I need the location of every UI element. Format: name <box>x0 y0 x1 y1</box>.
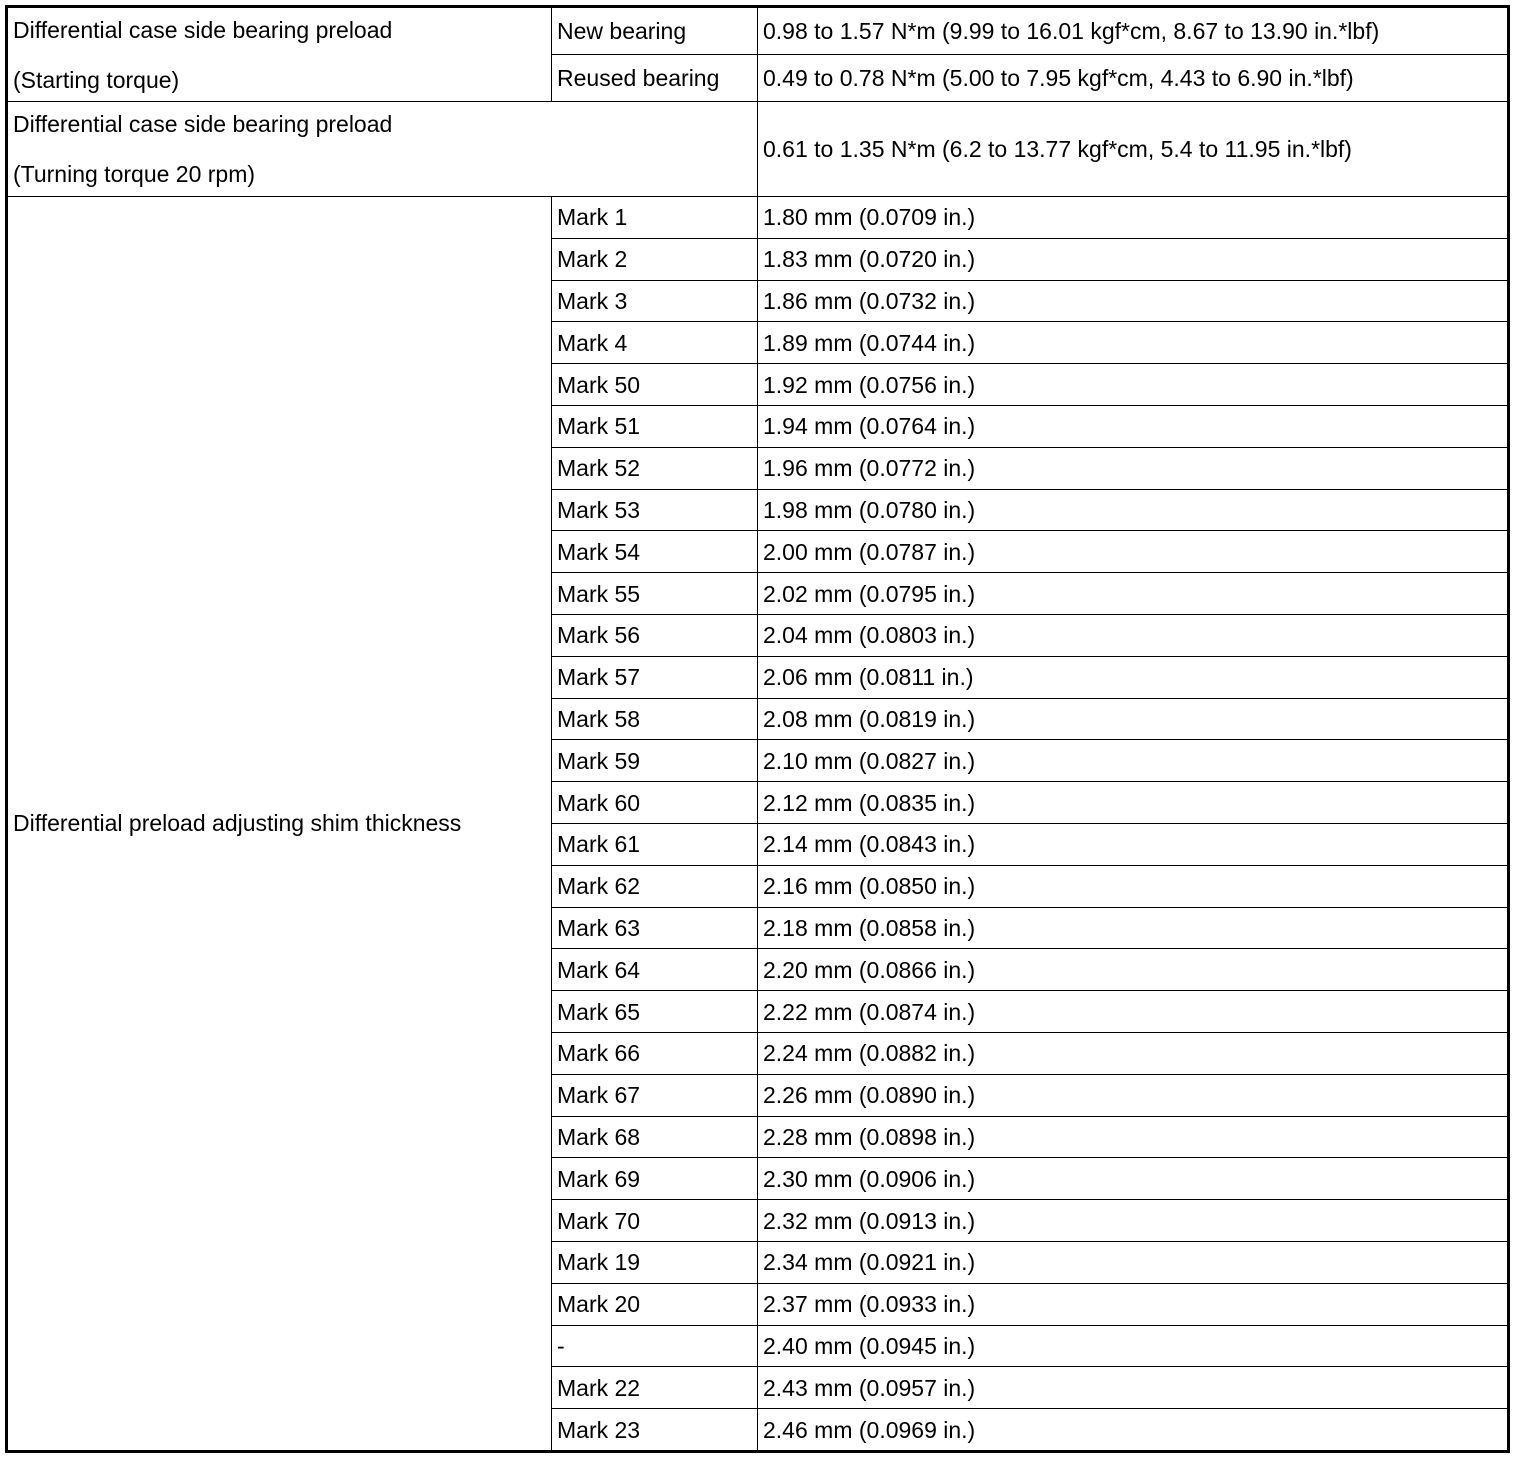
shim-thickness-cell: 2.18 mm (0.0858 in.) <box>758 907 1509 949</box>
shim-thickness-label-cell: Differential preload adjusting shim thickness <box>7 197 552 1452</box>
shim-mark-cell: Mark 61 <box>552 823 758 865</box>
shim-thickness-cell: 2.34 mm (0.0921 in.) <box>758 1241 1509 1283</box>
shim-mark-cell: - <box>552 1325 758 1367</box>
starting-torque-label-line1: Differential case side bearing preload <box>13 16 393 43</box>
shim-mark-cell: Mark 59 <box>552 740 758 782</box>
shim-thickness-cell: 2.26 mm (0.0890 in.) <box>758 1074 1509 1116</box>
shim-mark-cell: Mark 50 <box>552 364 758 406</box>
shim-mark-cell: Mark 19 <box>552 1241 758 1283</box>
shim-mark-cell: Mark 22 <box>552 1367 758 1409</box>
torque-value-cell: 0.98 to 1.57 N*m (9.99 to 16.01 kgf*cm, 8.67 to 13.90 in.*lbf) <box>758 7 1509 55</box>
shim-mark-cell: Mark 55 <box>552 573 758 615</box>
torque-value-cell: 0.49 to 0.78 N*m (5.00 to 7.95 kgf*cm, 4.43 to 6.90 in.*lbf) <box>758 55 1509 102</box>
shim-thickness-cell: 2.22 mm (0.0874 in.) <box>758 991 1509 1033</box>
shim-mark-cell: Mark 57 <box>552 656 758 698</box>
shim-mark-cell: Mark 66 <box>552 1032 758 1074</box>
shim-thickness-cell: 1.80 mm (0.0709 in.) <box>758 197 1509 239</box>
shim-mark-cell: Mark 70 <box>552 1200 758 1242</box>
shim-mark-cell: Mark 51 <box>552 405 758 447</box>
shim-thickness-cell: 2.12 mm (0.0835 in.) <box>758 782 1509 824</box>
shim-mark-cell: Mark 69 <box>552 1158 758 1200</box>
table-row <box>7 197 1509 239</box>
table-row <box>7 7 1509 55</box>
shim-mark-cell: Mark 2 <box>552 238 758 280</box>
shim-thickness-cell: 1.94 mm (0.0764 in.) <box>758 405 1509 447</box>
shim-mark-cell: Mark 65 <box>552 991 758 1033</box>
shim-thickness-cell: 2.08 mm (0.0819 in.) <box>758 698 1509 740</box>
shim-thickness-cell: 2.00 mm (0.0787 in.) <box>758 531 1509 573</box>
shim-thickness-cell: 2.02 mm (0.0795 in.) <box>758 573 1509 615</box>
shim-mark-cell: Mark 1 <box>552 197 758 239</box>
shim-thickness-cell: 2.24 mm (0.0882 in.) <box>758 1032 1509 1074</box>
shim-thickness-cell: 1.96 mm (0.0772 in.) <box>758 447 1509 489</box>
shim-thickness-cell: 2.28 mm (0.0898 in.) <box>758 1116 1509 1158</box>
turning-torque-label-line2: (Turning torque 20 rpm) <box>13 161 256 187</box>
shim-thickness-cell: 1.89 mm (0.0744 in.) <box>758 322 1509 364</box>
shim-mark-cell: Mark 54 <box>552 531 758 573</box>
shim-mark-cell: Mark 4 <box>552 322 758 364</box>
shim-thickness-cell: 2.46 mm (0.0969 in.) <box>758 1409 1509 1452</box>
shim-thickness-cell: 2.32 mm (0.0913 in.) <box>758 1200 1509 1242</box>
shim-thickness-cell: 2.06 mm (0.0811 in.) <box>758 656 1509 698</box>
shim-thickness-cell: 2.43 mm (0.0957 in.) <box>758 1367 1509 1409</box>
shim-mark-cell: Mark 20 <box>552 1283 758 1325</box>
shim-thickness-cell: 1.98 mm (0.0780 in.) <box>758 489 1509 531</box>
shim-thickness-cell: 2.30 mm (0.0906 in.) <box>758 1158 1509 1200</box>
shim-mark-cell: Mark 62 <box>552 865 758 907</box>
shim-mark-cell: Mark 52 <box>552 447 758 489</box>
shim-mark-cell: Mark 56 <box>552 614 758 656</box>
shim-mark-cell: Mark 58 <box>552 698 758 740</box>
spec-table-body <box>7 7 1509 1452</box>
shim-mark-cell: Mark 60 <box>552 782 758 824</box>
shim-mark-cell: Mark 68 <box>552 1116 758 1158</box>
spec-table <box>5 5 1510 1453</box>
shim-thickness-cell: 2.14 mm (0.0843 in.) <box>758 823 1509 865</box>
shim-thickness-cell: 2.37 mm (0.0933 in.) <box>758 1283 1509 1325</box>
shim-mark-cell: Mark 63 <box>552 907 758 949</box>
shim-thickness-cell: 1.83 mm (0.0720 in.) <box>758 238 1509 280</box>
shim-mark-cell: Mark 67 <box>552 1074 758 1116</box>
turning-torque-value-cell: 0.61 to 1.35 N*m (6.2 to 13.77 kgf*cm, 5.4 to 11.95 in.*lbf) <box>758 102 1509 197</box>
shim-thickness-cell: 1.92 mm (0.0756 in.) <box>758 364 1509 406</box>
turning-torque-label-line1: Differential case side bearing preload <box>13 111 393 137</box>
shim-thickness-cell: 2.20 mm (0.0866 in.) <box>758 949 1509 991</box>
bearing-condition-cell: New bearing <box>552 7 758 55</box>
shim-mark-cell: Mark 53 <box>552 489 758 531</box>
shim-thickness-cell: 2.40 mm (0.0945 in.) <box>758 1325 1509 1367</box>
turning-torque-label-cell <box>7 102 758 197</box>
starting-torque-label-line2: (Starting torque) <box>13 66 180 93</box>
shim-thickness-cell: 2.16 mm (0.0850 in.) <box>758 865 1509 907</box>
shim-thickness-cell: 2.04 mm (0.0803 in.) <box>758 614 1509 656</box>
bearing-condition-cell: Reused bearing <box>552 55 758 102</box>
shim-thickness-cell: 2.10 mm (0.0827 in.) <box>758 740 1509 782</box>
starting-torque-label-cell <box>7 7 552 102</box>
table-row <box>7 102 1509 197</box>
shim-mark-cell: Mark 23 <box>552 1409 758 1452</box>
shim-mark-cell: Mark 64 <box>552 949 758 991</box>
shim-mark-cell: Mark 3 <box>552 280 758 322</box>
shim-thickness-cell: 1.86 mm (0.0732 in.) <box>758 280 1509 322</box>
